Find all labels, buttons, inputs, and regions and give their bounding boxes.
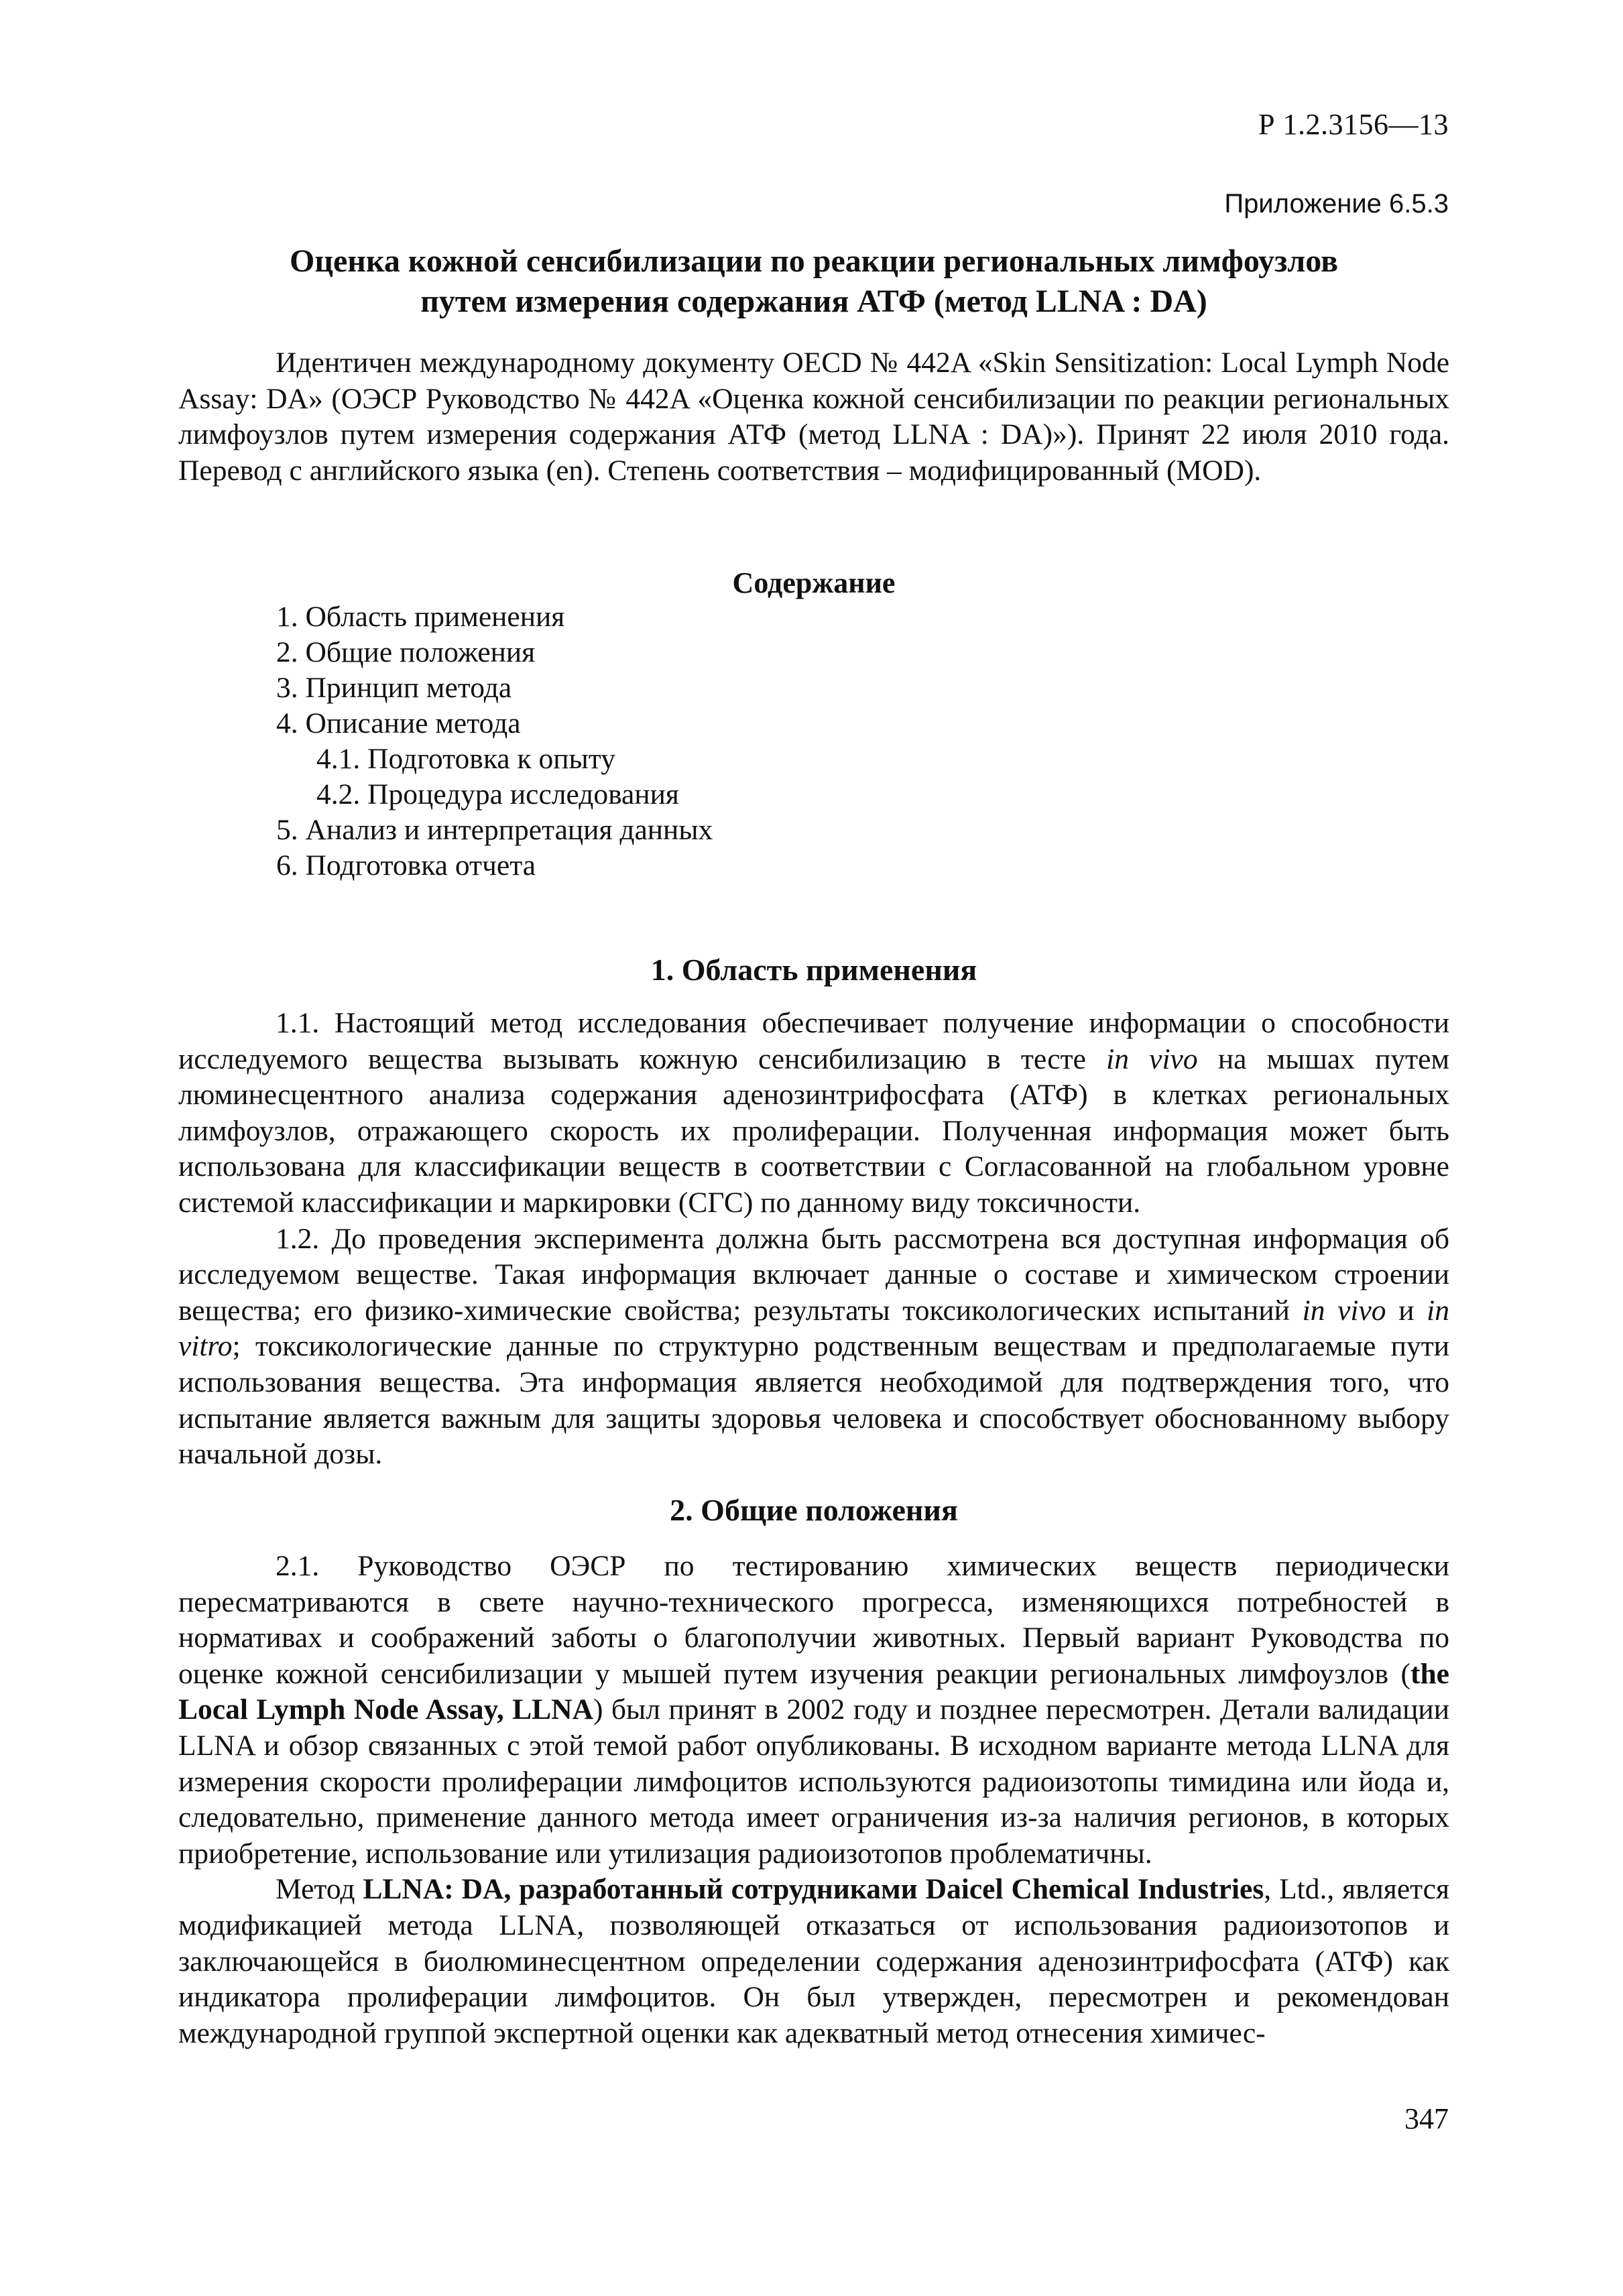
toc-item: 6. Подготовка отчета (276, 849, 536, 882)
toc-subitem: 4.1. Подготовка к опыту (316, 743, 615, 775)
text-run: ; токсикологические данные по структурно родственным веществам и предполагаемые пути использования вещества. Эта информация является необходимой для подтверждения того, что испытание является важным для защиты здоровья человека и способствует обоснованному выбору начальной дозы. (178, 1330, 1449, 1471)
text-run: , Ltd., является модификацией метода LLNA, позволяющей отказаться от использования радиоизотопов и заключающейся в биолюминесцентном определении содержания аденозинтрифосфата (АТФ) как индикатора пролиферации лимфоцитов. Он был утвержден, пересмотрен и рекомендован международной группой экспертной оценки как адекватный метод отнесения химичес- (178, 1873, 1449, 2049)
appendix-label: Приложение 6.5.3 (1224, 189, 1449, 219)
toc-item: 3. Принцип метода (276, 672, 512, 704)
toc-item: 1. Область применения (276, 601, 565, 633)
text-run: 1.2. До проведения эксперимента должна быть рассмотрена вся доступная информация об исследуемом веществе. Такая информация включает данные о составе и химическом строении вещества; его физико-химические свойства; результаты токсикологических испытаний (178, 1222, 1449, 1327)
title-line-2: путем измерения содержания АТФ (метод LLNA : DA) (420, 284, 1207, 319)
toc-item: 4. Описание метода (276, 707, 521, 739)
intro-block (178, 345, 1449, 489)
document-title (178, 241, 1449, 322)
section-2-heading: 2. Общие положения (670, 1493, 958, 1527)
toc-subitem: 4.2. Процедура исследования (316, 778, 679, 810)
paragraph-2-2 (178, 1872, 1449, 2051)
italic-run: in vivo (1302, 1294, 1386, 1327)
bold-run: the Local Lymph Node Assay, LLNA (178, 1657, 1449, 1726)
italic-run: in vitro (178, 1294, 1449, 1363)
text-run: Метод (276, 1873, 363, 1906)
text-run: ) был принят в 2002 году и позднее пересмотрен. Детали валидации LLNA и обзор связанных с этой темой работ опубликованы. В исходном варианте метода LLNA для измерения скорости пролиферации лимфоцитов используются радиоизотопы тимидина или йода и, следовательно, применение данного метода имеет ограничения из-за наличия регионов, в которых приобретение, использование или утилизация радиоизотопов проблематичны. (178, 1693, 1449, 1870)
toc-item: 2. Общие положения (276, 636, 536, 668)
page-number: 347 (1404, 2102, 1449, 2135)
text-run: на мышах путем люминесцентного анализа содержания аденозинтрифосфата (АТФ) в клетках региональных лимфоузлов, отражающего скорость их пролиферации. Полученная информация может быть использована для классификации веществ в соответствии с Согласованной на глобальном уровне системой классификации и маркировки (СГС) по данному виду токсичности. (178, 1042, 1449, 1219)
document-number: Р 1.2.3156—13 (1258, 108, 1449, 141)
table-of-contents (276, 599, 713, 884)
section-2-body (178, 1549, 1449, 2051)
paragraph-1-1 (178, 1006, 1449, 1221)
italic-run: in vivo (1106, 1042, 1198, 1075)
paragraph-1-2 (178, 1221, 1449, 1473)
text-run: 1.1. Настоящий метод исследования обеспечивает получение информации о способности исследуемого вещества вызывать кожную сенсибилизацию в тесте (178, 1007, 1449, 1075)
title-line-1: Оценка кожной сенсибилизации по реакции региональных лимфоузлов (289, 243, 1338, 279)
toc-item: 5. Анализ и интерпретация данных (276, 814, 713, 846)
section-1-body (178, 1006, 1449, 1473)
section-1-heading: 1. Область применения (650, 953, 977, 987)
text-run: и (1386, 1294, 1427, 1327)
text-run: 2.1. Руководство ОЭСР по тестированию химических веществ периодически пересматриваются в свете научно-технического прогресса, изменяющихся потребностей в нормативах и соображений заботы о благополучии животных. Первый вариант Руководства по оценке кожной сенсибилизации у мышей путем изучения реакции региональных лимфоузлов ( (178, 1550, 1449, 1690)
toc-heading: Содержание (732, 566, 896, 599)
bold-run: LLNA: DA, разработанный сотрудниками Daicel Chemical Industries (363, 1873, 1264, 1906)
paragraph-2-1 (178, 1549, 1449, 1872)
intro-paragraph: Идентичен международному документу OECD № 442A «Skin Sensitization: Local Lymph Node Assay: DA» (ОЭСР Руководство № 442A «Оценка кожной сенсибилизации по реакции региональных лимфоузлов путем измерения содержания АТФ (метод LLNA : DA)»). Принят 22 июля 2010 года. Перевод с английского языка (en). Степень соответствия – модифицированный (MOD). (178, 347, 1449, 487)
